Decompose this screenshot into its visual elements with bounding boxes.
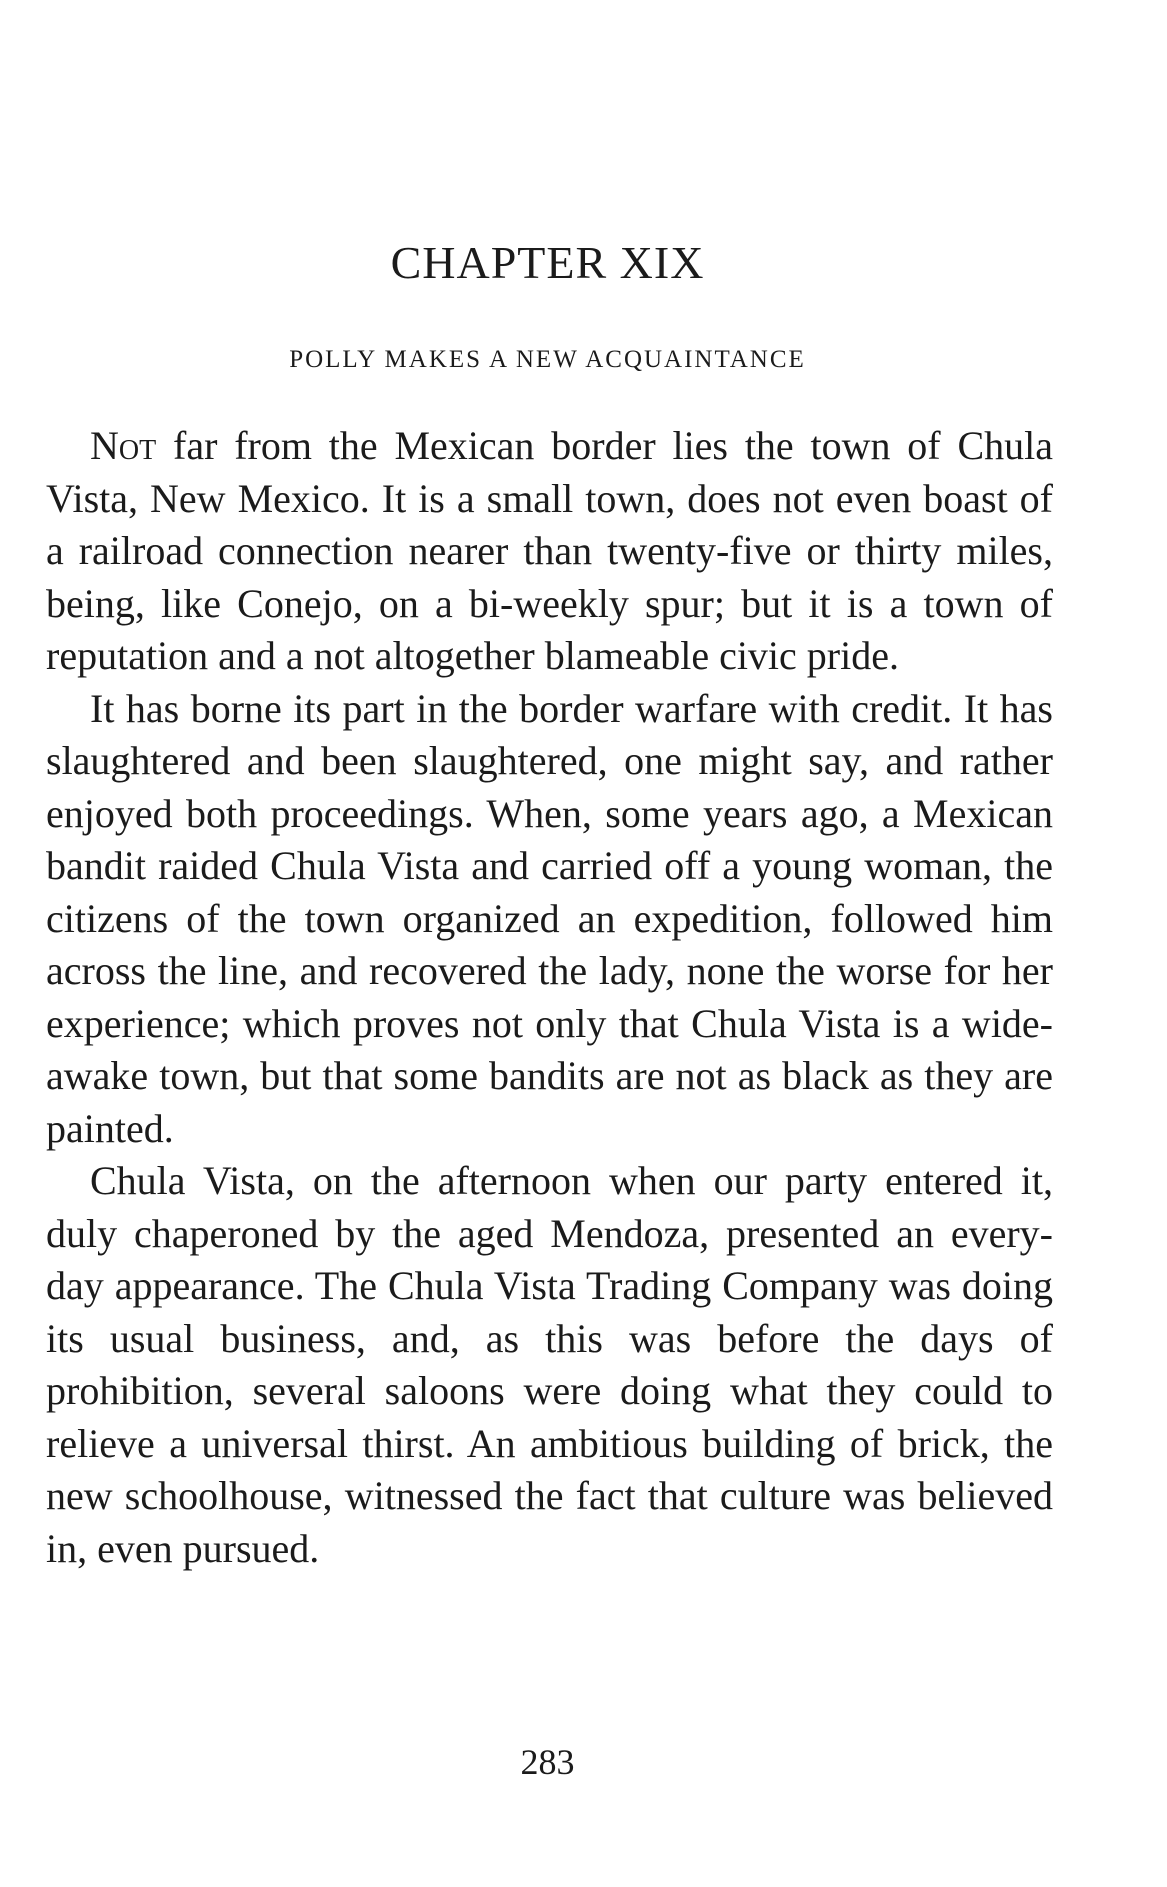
paragraph-1-text: far from the Mexican border lies the town of Chula Vista, New Mexico. It is a small town, does not even boast of a railroad connection nearer than twenty-five or thirty miles, being, like Conejo, on a bi-weekly spur; but it is a town of reputation and a not altogether blameable civic pride.: [46, 423, 1053, 678]
paragraph-lead-word: Not: [90, 423, 157, 468]
chapter-number: CHAPTER XIX: [390, 237, 705, 288]
paragraph-1: [46, 420, 1053, 683]
paragraph-3: Chula Vista, on the afternoon when our party entered it, duly chaperoned by the aged Mendoza, presented an every-day appearance. The Chula Vista Trading Company was doing its usual business, and, as this was before the days of prohibition, several saloons were doing what they could to relieve a universal thirst. An ambitious building of brick, the new schoolhouse, witnessed the fact that culture was believed in, even pursued.: [46, 1158, 1053, 1571]
chapter-title: POLLY MAKES A NEW ACQUAINTANCE: [289, 346, 806, 373]
page-number: 283: [520, 1742, 575, 1782]
paragraph-2: It has borne its part in the border warfare with credit. It has slaughtered and been slaughtered, one might say, and rather enjoyed both proceedings. When, some years ago, a Mexican bandit raided Chula Vista and carried off a young woman, the citizens of the town organized an expedition, followed him across the line, and recovered the lady, none the worse for her experience; which proves not only that Chula Vista is a wide-awake town, but that some bandits are not as black as they are painted.: [46, 685, 1053, 1151]
body-text: [46, 420, 1053, 1575]
